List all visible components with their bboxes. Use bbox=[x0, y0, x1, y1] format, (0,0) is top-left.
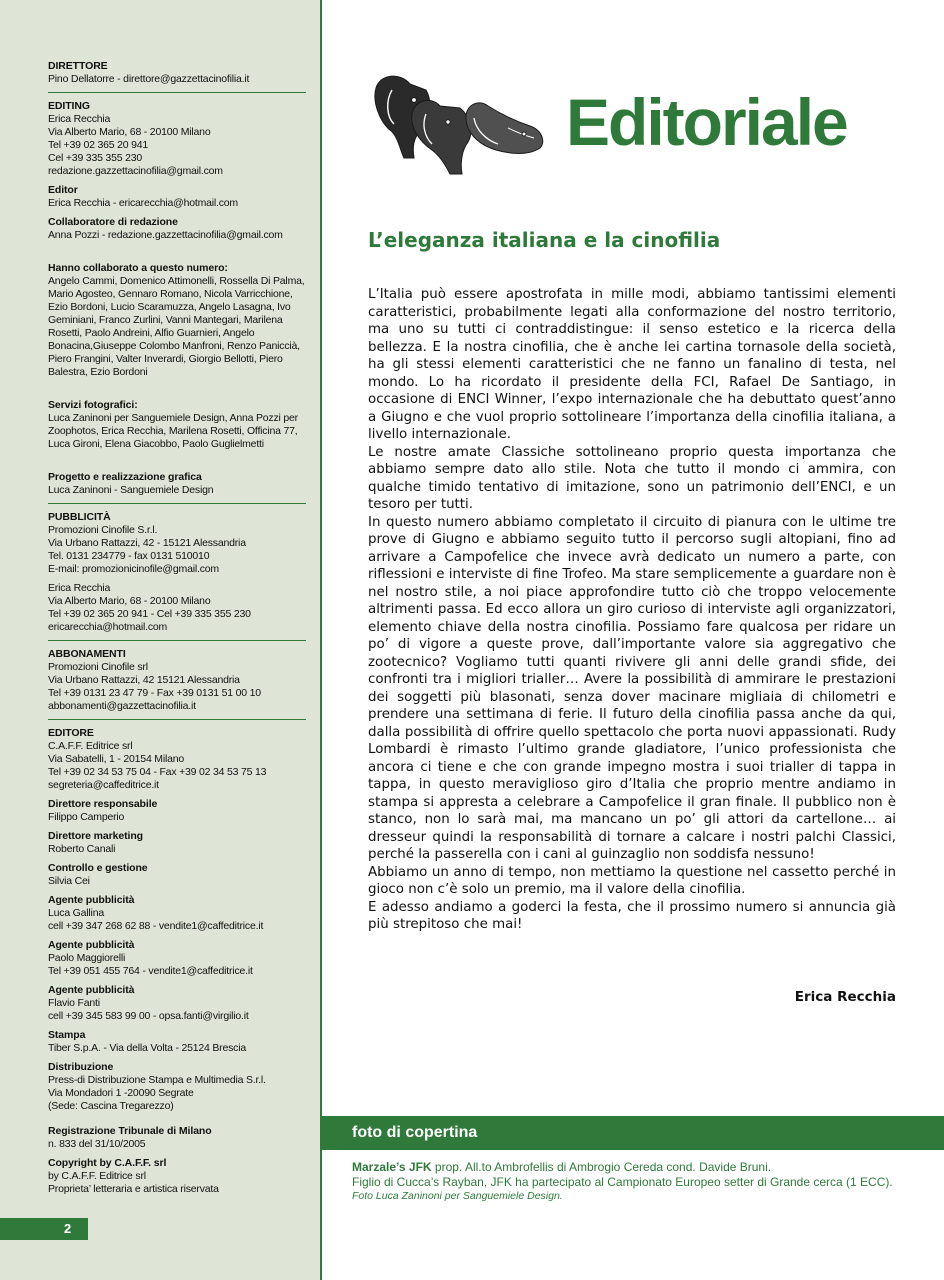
masthead-heading: Registrazione Tribunale di Milano bbox=[48, 1125, 212, 1137]
masthead-line: Via Mondadori 1 -20090 Segrate bbox=[48, 1087, 194, 1099]
masthead-line: Tel +39 02 34 53 75 04 - Fax +39 02 34 53 75 13 bbox=[48, 766, 267, 778]
masthead-controllo bbox=[48, 862, 306, 888]
divider bbox=[48, 92, 306, 93]
masthead-heading: DIRETTORE bbox=[48, 60, 108, 72]
masthead-distribuzione bbox=[48, 1061, 306, 1113]
column-rule bbox=[320, 0, 322, 1280]
masthead-line: Filippo Camperio bbox=[48, 811, 125, 823]
masthead-heading: Agente pubblicità bbox=[48, 894, 135, 906]
masthead-heading: Collaboratore di redazione bbox=[48, 216, 178, 228]
masthead-line: cell +39 347 268 62 88 - vendite1@caffeditrice.it bbox=[48, 920, 264, 932]
masthead-heading: Agente pubblicità bbox=[48, 939, 135, 951]
masthead-line: Erica Recchia - ericarecchia@hotmail.com bbox=[48, 197, 238, 209]
masthead-line: segreteria@caffeditrice.it bbox=[48, 779, 159, 791]
page-number-tab bbox=[0, 1218, 88, 1240]
masthead-line: (Sede: Cascina Tregarezzo) bbox=[48, 1100, 174, 1112]
article-paragraph: Le nostre amate Classiche sottolineano proprio questa importanza che abbiamo sempre dato allo stile. Nota che tutto il mondo ci ammira, con qualche timido tentativo di imitazione, sono un patrimonio dell’ENCI, e un tesoro per tutti. bbox=[368, 444, 896, 512]
cover-caption-text: prop. All.to Ambrofellis di Ambrogio Cereda cond. Davide Bruni. bbox=[431, 1160, 772, 1174]
masthead-line: Promozioni Cinofile srl bbox=[48, 661, 148, 673]
masthead-heading: PUBBLICITÀ bbox=[48, 511, 111, 523]
article-subtitle: L’eleganza italiana e la cinofilia bbox=[368, 228, 721, 252]
page-title: Editoriale bbox=[566, 85, 847, 159]
masthead-line: Pino Dellatorre - direttore@gazzettacinofilia.it bbox=[48, 73, 250, 85]
cover-caption-line: Figlio di Cucca’s Rayban, JFK ha partecipato al Campionato Europeo setter di Grande cerca (1 ECC). bbox=[352, 1174, 893, 1189]
masthead-agente-3 bbox=[48, 984, 306, 1023]
photos-list: Luca Zaninoni per Sanguemiele Design, Anna Pozzi per Zoophotos, Erica Recchia, Marilena Rosetti, Officina 77, Luca Gironi, Elena Giacobbo, Paolo Guglielmetti bbox=[48, 412, 298, 450]
masthead-heading: Progetto e realizzazione grafica bbox=[48, 471, 202, 483]
masthead-photos bbox=[48, 399, 306, 451]
masthead-line: Silvia Cei bbox=[48, 875, 90, 887]
dogs-illustration bbox=[370, 66, 548, 178]
masthead-heading: ABBONAMENTI bbox=[48, 648, 126, 660]
masthead-line: E-mail: promozionicinofile@gmail.com bbox=[48, 563, 219, 575]
masthead-line: Luca Gallina bbox=[48, 907, 104, 919]
divider bbox=[48, 640, 306, 641]
masthead-line: Via Urbano Rattazzi, 42 - 15121 Alessandria bbox=[48, 537, 246, 549]
masthead-line: Press-di Distribuzione Stampa e Multimedia S.r.l. bbox=[48, 1074, 266, 1086]
masthead-line: Roberto Canali bbox=[48, 843, 116, 855]
masthead-heading: Agente pubblicità bbox=[48, 984, 135, 996]
masthead-line: n. 833 del 31/10/2005 bbox=[48, 1138, 146, 1150]
masthead-line: Tel +39 051 455 764 - vendite1@caffeditrice.it bbox=[48, 965, 253, 977]
author-signature: Erica Recchia bbox=[794, 989, 896, 1005]
masthead-pubblicita bbox=[48, 511, 306, 576]
masthead-line: Tel +39 02 365 20 941 bbox=[48, 139, 149, 151]
masthead-line: Via Urbano Rattazzi, 42 15121 Alessandria bbox=[48, 674, 240, 686]
masthead-line: C.A.F.F. Editrice srl bbox=[48, 740, 133, 752]
masthead-line: Erica Recchia bbox=[48, 113, 111, 125]
masthead-heading: EDITING bbox=[48, 100, 90, 112]
masthead-line: ericarecchia@hotmail.com bbox=[48, 621, 168, 633]
masthead-line: Proprieta’ letteraria e artistica riservata bbox=[48, 1183, 219, 1195]
article-paragraph: L’Italia può essere apostrofata in mille modi, abbiamo tantissimi elementi caratteristici, probabilmente legati alla conformazione del nostro territorio, ma uno su tutti ci contraddistingue: il senso estetico e la ricerca della bellezza. E la nostra cinofilia, che è anche lei cartina tornasole della società, ha gli stessi elementi caratteristici che ne fanno un fanalino di testa, nel mondo. Lo ha ricordato il presidente della FCI, Rafael De Santiago, in occasione di ENCI Winner, l’expo internazionale che ha debuttato quest’anno a Giugno e che vuol proprio sottolineare l’importanza della cinofilia italiana, a livello internazionale. bbox=[368, 287, 896, 442]
masthead-heading: Direttore responsabile bbox=[48, 798, 158, 810]
cover-caption-bar bbox=[322, 1116, 944, 1150]
masthead-direttore bbox=[48, 60, 306, 86]
masthead-line: Tel +39 0131 23 47 79 - Fax +39 0131 51 00 10 bbox=[48, 687, 261, 699]
masthead-copyright bbox=[48, 1157, 306, 1196]
masthead-agente-2 bbox=[48, 939, 306, 978]
masthead-line: by C.A.F.F. Editrice srl bbox=[48, 1170, 146, 1182]
divider bbox=[48, 503, 306, 504]
contributors-heading: Hanno collaborato a questo numero: bbox=[48, 262, 228, 274]
masthead-line: Tel. 0131 234779 - fax 0131 510010 bbox=[48, 550, 210, 562]
cover-caption bbox=[352, 1160, 912, 1204]
masthead-line: redazione.gazzettacinofilia@gmail.com bbox=[48, 165, 223, 177]
masthead-line: Via Alberto Mario, 68 - 20100 Milano bbox=[48, 595, 211, 607]
article-paragraph: E adesso andiamo a goderci la festa, che il prossimo numero si annuncia già più strepitoso che mai! bbox=[368, 899, 896, 932]
masthead-line: Luca Zaninoni - Sanguemiele Design bbox=[48, 484, 214, 496]
masthead-heading: Stampa bbox=[48, 1029, 86, 1041]
divider bbox=[48, 719, 306, 720]
masthead-line: Tel +39 02 365 20 941 - Cel +39 335 355 230 bbox=[48, 608, 251, 620]
cover-photo-credit: Foto Luca Zaninoni per Sanguemiele Design. bbox=[352, 1190, 563, 1202]
article-paragraph: In questo numero abbiamo completato il circuito di pianura con le ultime tre prove di Giugno e abbiamo seguito tutto il percorso sugli altopiani, fino ad arrivare a Campofelice che invece avrà dedicato un numero a parte, con riflessioni e interviste di fine Trofeo. Ma stare semplicemente a guardare non è nel nostro stile, a noi piace approfondire tutto ciò che troppo velocemente altrimenti passa. Ed ecco allora un giro curioso di interviste agli organizzatori, elemento chiave della nostra cinofilia. Possiamo fare qualcosa per ridare un po’ di vigore a queste prove, dall’importante valore sia aggregativo che zootecnico? Vogliamo tutti quanti rivivere gli anni delle grandi sfide, dei confronti tra i migliori trialler… Avere la possibilità di ammirare le prestazioni dei soggetti più blasonati, senza dover macinare migliaia di chilometri e prendere una settimana di ferie. Il futuro della cinofilia passa anche da qui, dalla possibilità di offrire quello spettacolo che porta nuovi appassionati. Rudy Lombardi è rimasto l’ultimo grande gladiatore, l’unico professionista che ancora ci tiene e che con grande impegno mostra i suoi trialler di tappa in tappa, in questo meraviglioso giro d’Italia che proprio mentre andiamo in stampa si appresta a celebrare a Campofelice il gran finale. Il pubblico non è stanco, non lo sarà mai, ma mancano un po’ gli attori da cartellone… ai dresseur quindi la responsabilità di tornare a calcare i nostri palchi Classici, perché la passerella con i cani al guinzaglio non soddisfa nessuno! bbox=[368, 514, 896, 862]
contributors-list: Angelo Cammi, Domenico Attimonelli, Rossella Di Palma, Mario Agosteo, Gennaro Romano, Nicola Varricchione, Ezio Bordoni, Lucio Scaramuzza, Angelo Lasagna, Ivo Geminiani, Franco Zurlini, Vanni Mantegari, Marilena Rosetti, Paolo Andreini, Alfio Guarnieri, Angelo Bonacina,Giuseppe Colombo Manfroni, Renzo Paniccià, Piero Frangini, Valter Inverardi, Giorgio Bellotti, Piero Balestra, Ezio Bordoni bbox=[48, 275, 305, 378]
masthead-heading: Controllo e gestione bbox=[48, 862, 148, 874]
masthead-line: Cel +39 335 355 230 bbox=[48, 152, 142, 164]
masthead-pubblicita-contact bbox=[48, 582, 306, 634]
masthead-contributors bbox=[48, 262, 306, 379]
masthead-line: Paolo Maggiorelli bbox=[48, 952, 126, 964]
masthead-line: cell +39 345 583 99 00 - opsa.fanti@virgilio.it bbox=[48, 1010, 249, 1022]
photos-heading: Servizi fotografici: bbox=[48, 399, 138, 411]
masthead-agente-1 bbox=[48, 894, 306, 933]
page-number: 2 bbox=[64, 1221, 72, 1236]
masthead-heading: Direttore marketing bbox=[48, 830, 143, 842]
masthead-editore bbox=[48, 727, 306, 792]
article-body bbox=[368, 286, 896, 934]
masthead-line: Via Alberto Mario, 68 - 20100 Milano bbox=[48, 126, 211, 138]
masthead-registrazione bbox=[48, 1125, 306, 1151]
masthead-line: abbonamenti@gazzettacinofilia.it bbox=[48, 700, 196, 712]
cover-dog-name: Marzale’s JFK bbox=[352, 1160, 432, 1174]
masthead-line: Anna Pozzi - redazione.gazzettacinofilia@gmail.com bbox=[48, 229, 283, 241]
masthead-heading: Distribuzione bbox=[48, 1061, 114, 1073]
cover-caption-line bbox=[352, 1160, 912, 1175]
masthead-editing bbox=[48, 100, 306, 178]
masthead-line: Erica Recchia bbox=[48, 582, 111, 594]
masthead-heading: EDITORE bbox=[48, 727, 94, 739]
masthead-heading: Editor bbox=[48, 184, 78, 196]
masthead-editor bbox=[48, 184, 306, 210]
cover-caption-heading: foto di copertina bbox=[352, 1124, 478, 1141]
masthead-collaboratore bbox=[48, 216, 306, 242]
masthead bbox=[48, 60, 306, 1202]
masthead-line: Flavio Fanti bbox=[48, 997, 100, 1009]
masthead-responsabile bbox=[48, 798, 306, 824]
article-paragraph: Abbiamo un anno di tempo, non mettiamo la questione nel cassetto perché in gioco non c’è solo un premio, ma il valore della cinofilia. bbox=[368, 864, 896, 897]
masthead-progetto bbox=[48, 471, 306, 497]
masthead-abbonamenti bbox=[48, 648, 306, 713]
masthead-line: Tiber S.p.A. - Via della Volta - 25124 Brescia bbox=[48, 1042, 246, 1054]
masthead-line: Via Sabatelli, 1 - 20154 Milano bbox=[48, 753, 185, 765]
masthead-heading: Copyright by C.A.F.F. srl bbox=[48, 1157, 167, 1169]
masthead-stampa bbox=[48, 1029, 306, 1055]
masthead-line: Promozioni Cinofile S.r.l. bbox=[48, 524, 158, 536]
masthead-marketing bbox=[48, 830, 306, 856]
